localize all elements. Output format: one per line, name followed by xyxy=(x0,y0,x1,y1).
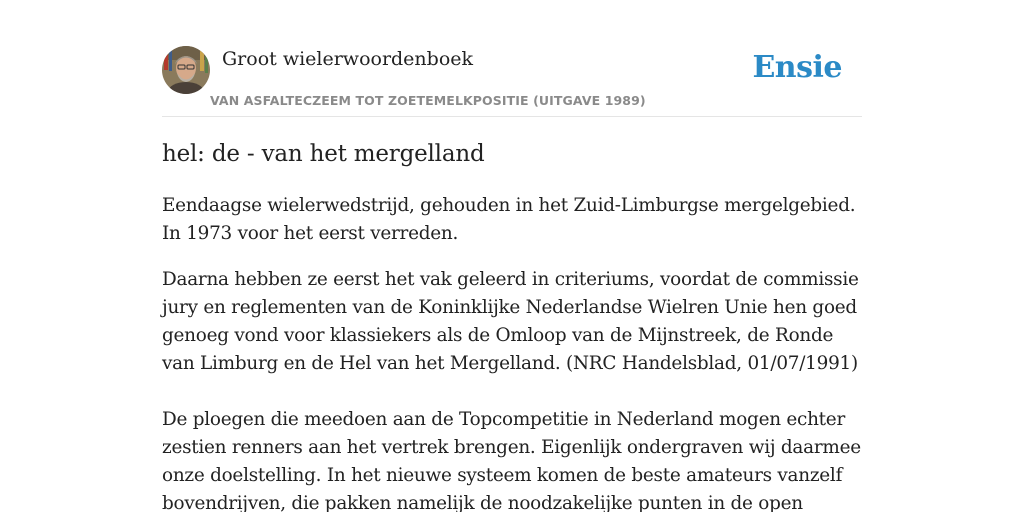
author-portrait-icon xyxy=(162,46,210,94)
book-subtitle: VAN ASFALTECZEEM TOT ZOETEMELKPOSITIE (UITGAVE 1989) xyxy=(210,93,646,108)
ensie-logo-link[interactable]: Ensie xyxy=(752,50,842,85)
entry-title: hel: de - van het mergelland xyxy=(162,141,485,167)
entry-quote-1: Daarna hebben ze eerst het vak geleerd in criteriums, voordat de commissie jury en reglementen van de Koninklijke Nederlandse Wielren Unie hen goed genoeg vond voor klassiekers als de Omloop van de Mijnstreek, de Ronde van Limburg en de Hel van het Mergelland. (NRC Handelsblad, 01/07/1991) xyxy=(162,269,859,374)
entry-definition: Eendaagse wielerwedstrijd, gehouden in het Zuid-Limburgse mergelgebied. In 1973 voor het eerst verreden. xyxy=(162,195,856,244)
author-avatar[interactable] xyxy=(162,46,210,94)
book-title[interactable]: Groot wielerwoordenboek xyxy=(222,48,474,70)
entry-content xyxy=(162,138,862,512)
entry-quote-2: De ploegen die meedoen aan de Topcompetitie in Nederland mogen echter zestien renners aan het vertrek brengen. Eigenlijk ondergraven wij daarmee onze doelstelling. In het nieuwe systeem komen de beste amateurs vanzelf bovendrijven, die pakken namelijk de noodzakelijke punten in de open xyxy=(162,409,861,512)
book-header xyxy=(162,46,862,117)
